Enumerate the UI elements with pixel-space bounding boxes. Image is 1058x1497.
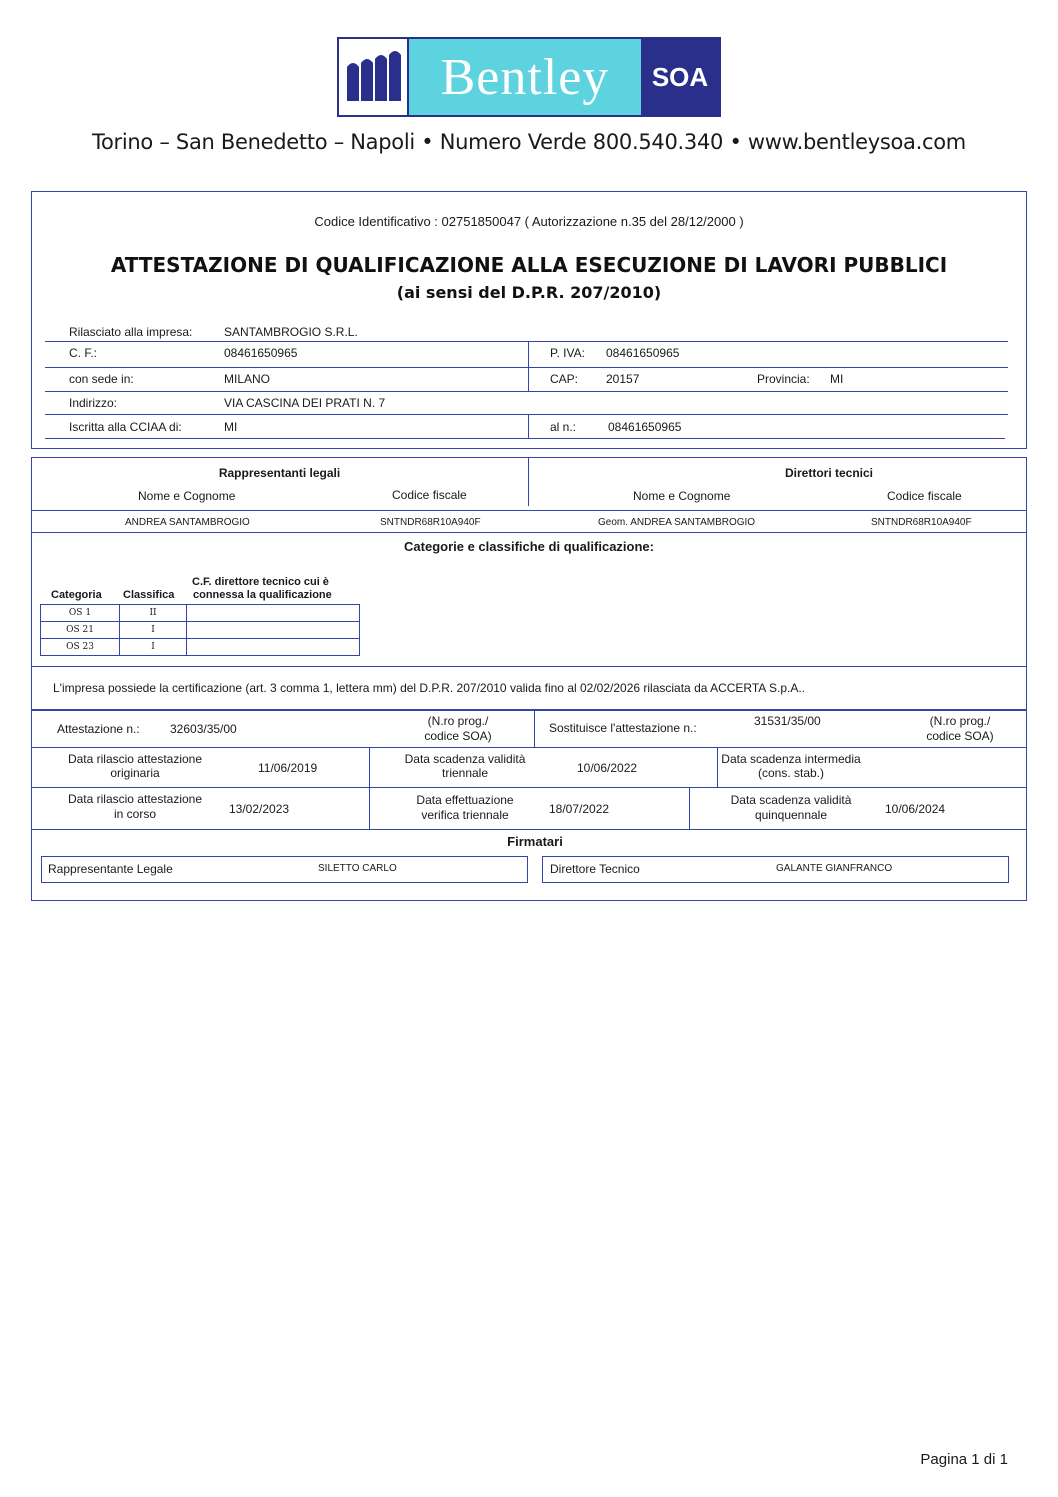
divider <box>369 788 370 829</box>
nro-prog-label-2: codice SOA) <box>424 729 492 743</box>
cell-categoria: OS 1 <box>41 605 120 622</box>
cell-classifica: I <box>120 639 187 656</box>
nro-prog-label-1: (N.ro prog./ <box>427 714 489 728</box>
col-cf-header-1: C.F. direttore tecnico cui è <box>192 576 329 588</box>
nro-prog2-label-2: codice SOA) <box>926 729 994 743</box>
divider <box>45 414 1008 415</box>
cell-cf <box>187 639 360 656</box>
dir-nome-header: Nome e Cognome <box>633 489 731 503</box>
rapp-cf-header: Codice fiscale <box>392 488 467 502</box>
divider <box>31 787 1027 788</box>
firmatario-dir-value: GALANTE GIANFRANCO <box>776 863 893 874</box>
sostituisce-value: 31531/35/00 <box>754 714 821 728</box>
table-row <box>41 639 360 656</box>
divider <box>45 438 1005 439</box>
col-classifica-header: Classifica <box>123 589 175 601</box>
divider <box>528 458 529 506</box>
rapp-cf-value: SNTNDR68R10A940F <box>380 517 481 528</box>
divider <box>45 391 1008 392</box>
ril-corso-label-1: Data rilascio attestazione <box>67 792 203 806</box>
verifica-label-2: verifica triennale <box>421 808 509 822</box>
cell-classifica: I <box>120 622 187 639</box>
page-number: Pagina 1 di 1 <box>920 1451 1008 1468</box>
divider <box>45 341 1008 342</box>
dir-cf-header: Codice fiscale <box>887 489 962 503</box>
col-cf-header-2: connessa la qualificazione <box>193 589 332 601</box>
cell-classifica: II <box>120 605 187 622</box>
bentley-soa-logo <box>337 37 721 117</box>
scad-tri-value: 10/06/2022 <box>577 761 638 775</box>
ril-corso-label-2: in corso <box>113 807 157 821</box>
scad-tri-label-2: triennale <box>441 766 489 780</box>
dir-cf-value: SNTNDR68R10A940F <box>871 517 972 528</box>
divider <box>534 711 535 747</box>
table-row <box>41 622 360 639</box>
rapp-nome-value: ANDREA SANTAMBROGIO <box>125 517 250 528</box>
table-row <box>41 605 360 622</box>
attestazione-label: Attestazione n.: <box>57 722 140 736</box>
al-n-label: al n.: <box>550 420 577 434</box>
cell-categoria: OS 21 <box>41 622 120 639</box>
scad-tri-label-1: Data scadenza validità <box>404 752 526 766</box>
firmatari-title: Firmatari <box>507 834 563 849</box>
provincia-value: MI <box>830 372 844 386</box>
divider <box>31 747 1027 748</box>
cap-label: CAP: <box>550 372 579 386</box>
logo-arches-icon <box>339 39 409 115</box>
al-n-value: 08461650965 <box>608 420 682 434</box>
categorie-title: Categorie e classifiche di qualificazione: <box>404 539 654 554</box>
certificazione-text: L'impresa possiede la certificazione (art. 3 comma 1, lettera mm) del D.P.R. 207/2010 valida fino al 02/02/2026 rilasciata da ACCERTA S.p.A.. <box>53 681 806 695</box>
firmatario-dir-label: Direttore Tecnico <box>550 862 640 876</box>
divider <box>528 368 529 392</box>
cf-value: 08461650965 <box>224 346 298 360</box>
piva-label: P. IVA: <box>550 346 585 360</box>
scad-quin-value: 10/06/2024 <box>885 802 946 816</box>
divider <box>369 748 370 787</box>
sede-value: MILANO <box>224 372 271 386</box>
piva-value: 08461650965 <box>606 346 680 360</box>
ril-orig-label-2: originaria <box>110 766 160 780</box>
indirizzo-label: Indirizzo: <box>69 396 118 410</box>
categorie-table <box>40 604 360 656</box>
ril-corso-value: 13/02/2023 <box>229 802 290 816</box>
firmatario-rapp-value: SILETTO CARLO <box>318 863 397 874</box>
provincia-label: Provincia: <box>757 372 810 386</box>
divider <box>31 510 1027 511</box>
scad-quin-label-2: quinquennale <box>754 808 828 822</box>
impresa-box <box>31 191 1027 449</box>
direttori-title: Direttori tecnici <box>784 466 874 480</box>
rilasciato-value: SANTAMBROGIO S.R.L. <box>224 325 358 339</box>
rapp-nome-header: Nome e Cognome <box>138 489 236 503</box>
codice-identificativo: Codice Identificativo : 02751850047 ( Autorizzazione n.35 del 28/12/2000 ) <box>314 214 744 229</box>
nro-prog2-label-1: (N.ro prog./ <box>929 714 991 728</box>
firmatario-rapp-label: Rappresentante Legale <box>48 862 173 876</box>
verifica-value: 18/07/2022 <box>549 802 610 816</box>
divider <box>528 342 529 368</box>
cell-cf <box>187 622 360 639</box>
divider <box>31 532 1027 533</box>
verifica-label-1: Data effettuazione <box>416 793 514 807</box>
logo-soa: SOA <box>641 39 719 115</box>
col-categoria-header: Categoria <box>51 589 102 601</box>
header-tagline: Torino – San Benedetto – Napoli • Numero Verde 800.540.340 • www.bentleysoa.com <box>92 130 966 154</box>
logo-word: Bentley <box>409 39 641 115</box>
cf-label: C. F.: <box>69 346 98 360</box>
attestazione-value: 32603/35/00 <box>170 722 237 736</box>
scad-int-label-1: Data scadenza intermedia <box>721 752 861 766</box>
scad-quin-label-1: Data scadenza validità <box>730 793 852 807</box>
cell-categoria: OS 23 <box>41 639 120 656</box>
ril-orig-value: 11/06/2019 <box>258 761 318 775</box>
cciaa-label: Iscritta alla CCIAA di: <box>69 420 182 434</box>
cell-cf <box>187 605 360 622</box>
rilasciato-label: Rilasciato alla impresa: <box>69 325 193 339</box>
divider <box>45 367 1008 368</box>
dir-nome-value: Geom. ANDREA SANTAMBROGIO <box>598 517 756 528</box>
divider <box>528 415 529 439</box>
cciaa-value: MI <box>224 420 238 434</box>
indirizzo-value: VIA CASCINA DEI PRATI N. 7 <box>224 396 386 410</box>
divider <box>689 788 690 829</box>
document-title: ATTESTAZIONE DI QUALIFICAZIONE ALLA ESECUZIONE DI LAVORI PUBBLICI <box>110 253 948 277</box>
sede-label: con sede in: <box>69 372 134 386</box>
cap-value: 20157 <box>606 372 640 386</box>
sostituisce-label: Sostituisce l'attestazione n.: <box>549 721 697 735</box>
document-subtitle: (ai sensi del D.P.R. 207/2010) <box>396 283 662 302</box>
rappresentanti-title: Rappresentanti legali <box>218 466 341 480</box>
scad-int-label-2: (cons. stab.) <box>757 766 825 780</box>
ril-orig-label-1: Data rilascio attestazione <box>67 752 203 766</box>
